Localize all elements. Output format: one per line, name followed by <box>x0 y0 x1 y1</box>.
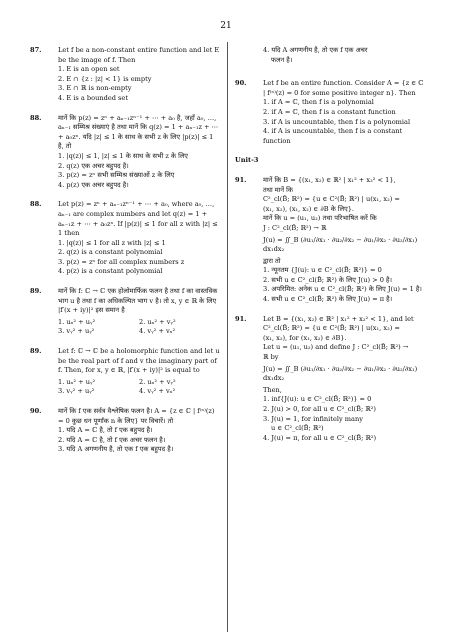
option-1: 1. if A = ℂ, then f is a polynomial <box>263 98 374 107</box>
question-88-english <box>30 200 220 277</box>
question-90-english <box>235 79 425 146</box>
stem-line: C²_cl(B̄; ℝ²) = {u ∈ C²(B̄; ℝ²) | u(x₁, x₂) = <box>263 324 400 333</box>
option-3: 3. यदि A अगणनीय है, तो एक f एक बहुपद है। <box>58 445 174 454</box>
option-2: 2. q(z) is a constant polynomial <box>58 248 163 257</box>
integral-formula: J(u) = ∬_B (∂u₁/∂x₁ · ∂u₂/∂x₂ − ∂u₁/∂x₂ · ∂u₂/∂x₁) dx₁dx₂ <box>263 235 418 254</box>
question-91-hindi <box>235 176 425 305</box>
option-4: 4. J(u) = π, for all u ∈ C²_cl(B̄; ℝ²) <box>263 433 377 442</box>
question-stem: मानें कि p(z) = zⁿ + aₙ₋₁zⁿ⁻¹ + ⋯ + a₀ है, जहाँ a₀, …, aₙ₋₁ सम्मिश्र संख्याएं है तथा मानें कि q(z) = 1 + aₙ₋₁z + ⋯ + a₀zⁿ. यदि |z| ≤ 1 के साथ के सभी z के लिए |p(z)| ≤ 1 है, तो <box>58 113 219 151</box>
stem-line: C²_cl(B̄; ℝ²) = {u ∈ C²(B̄; ℝ²) | u(x₁, x₂) = <box>263 195 400 204</box>
stem-line: द्वारा तो <box>263 256 281 265</box>
option-4: 4. p(z) is a constant polynomial <box>58 267 163 276</box>
right-column <box>235 46 425 453</box>
stem-line: Then, <box>263 385 282 394</box>
option-4: 4. सभी u ∈ C²_cl(B̄; ℝ²) के लिए J(u) = π है। <box>263 295 393 304</box>
option-2: 2. uₓ² + vᵧ² <box>139 377 176 386</box>
option-4: 4. p(z) एक अचर बहुपद है। <box>58 180 129 189</box>
option-3: 3. अपरिमित: अनेक u ∈ C²_cl(B̄; ℝ²) के लिए J(u) = 1 है। <box>263 285 422 294</box>
stem-line: Let u = (u₁, u₂) and define J : C²_cl(B̄; ℝ²) → <box>263 343 409 352</box>
stem-line: (x₁, x₂), (x₁, x₂) ∈ ∂B के लिए}. <box>263 204 355 213</box>
left-column <box>30 46 220 465</box>
integral-formula: J(u) = ∬_B (∂u₁/∂x₁ · ∂u₂/∂x₂ − ∂u₁/∂x₂ · ∂u₂/∂x₁) dx₁dx₂ <box>263 364 418 383</box>
question-number: 91. <box>235 175 247 184</box>
question-stem: मानें कि f एक सर्वत्र वैश्लेषिक फलन है। A = {z ∈ ℂ | f⁽ⁿ⁾(z) = 0 कुछ धन पूर्णांक n के लिए} पर विचारें। तो <box>58 407 215 425</box>
question-number: 91. <box>235 314 247 323</box>
option-2: 2. J(u) > 0, for all u ∈ C²_cl(B̄; ℝ²) <box>263 405 376 413</box>
option-3: 3. E ∩ ℝ is non-empty <box>58 84 132 93</box>
question-91-english <box>235 315 425 444</box>
stem-line: ℝ by <box>263 353 279 362</box>
question-90-hindi-continued <box>235 46 425 65</box>
option-2: 2. if A = ℂ, then f is a constant function <box>263 107 396 116</box>
option-1: 1. uₓ² + uᵧ² <box>58 377 96 386</box>
question-89-english <box>30 347 220 397</box>
question-stem: Let f be an entire function. Consider A = {z ∈ ℂ | f⁽ⁿ⁾(z) = 0 for some positive integer n}. Then <box>263 79 424 97</box>
question-number: 88. <box>30 200 42 209</box>
option-2: 2. यदि A = ℂ है, तो f एक अचर फलन है। <box>58 435 166 444</box>
option-4: 4. यदि A अगणनीय है, तो एक f एक अचर <box>263 46 368 54</box>
question-90-hindi <box>30 407 220 455</box>
question-89-hindi <box>30 287 220 337</box>
option-3: 3. vᵧ² + uᵧ² <box>58 327 95 336</box>
option-3: 3. J(u) = 1, for infinitely many <box>263 414 363 423</box>
stem-line: मानें कि B = {(x₁, x₂) ∈ ℝ² | x₁² + x₂² < 1}, <box>263 175 396 184</box>
question-number: 89. <box>30 287 42 296</box>
question-stem: Let p(z) = zⁿ + aₙ₋₁zⁿ⁻¹ + ⋯ + a₀, where a₀, …, aₙ₋₁ are complex numbers and let q(z) = 1 + aₙ₋₁z + ⋯ + a₀zⁿ. If |p(z)| ≤ 1 for all z with |z| ≤ 1 then <box>58 200 218 238</box>
page-number: 21 <box>220 21 232 31</box>
option-1: 1. inf{J(u): u ∈ C²_cl(B̄; ℝ²)} = 0 <box>263 395 372 404</box>
option-3-continued: u ∈ C²_cl(B̄; ℝ²) <box>271 424 324 433</box>
option-1: 1. यदि A = ℂ है, तो f एक बहुपद है। <box>58 426 153 435</box>
stem-line: मानें कि u = (u₁, u₂) तथा परिभाषित करें कि <box>263 214 377 223</box>
column-divider <box>227 42 228 632</box>
unit-heading: Unit-3 <box>235 156 259 165</box>
option-3: 3. p(z) = zⁿ सभी सम्मिश्र संख्याओं z के लिए <box>58 171 175 180</box>
option-2: 2. uₓ² + vᵧ² <box>139 317 176 326</box>
option-4-continued: फलन है। <box>271 55 293 64</box>
stem-line: J : C²_cl(B̄; ℝ²) → ℝ <box>263 223 327 232</box>
option-3: 3. vᵧ² + uᵧ² <box>58 387 95 396</box>
question-number: 87. <box>30 46 42 54</box>
option-3: 3. if A is uncountable, then f is a polynomial <box>263 117 411 126</box>
option-2: 2. q(z) एक अचर बहुपद है। <box>58 161 129 170</box>
question-stem: मानें कि f: ℂ → ℂ एक होलोमार्फिक फलन है तथा f का वास्तविक भाग u है तथा f का अधिकल्पित भाग v है। तो x, y ∈ ℝ के लिए |f′(x + iy)|² इस समान है <box>58 287 218 315</box>
option-3: 3. p(z) = zⁿ for all complex numbers z <box>58 257 185 266</box>
option-2: 2. E ∩ {z : |z| < 1} is empty <box>58 74 152 83</box>
option-1: 1. |q(z)| ≤ 1 for all z with |z| ≤ 1 <box>58 238 166 247</box>
option-1: 1. न्यूनतम {J(u): u ∈ C²_cl(B̄; ℝ²)} = 0 <box>263 266 382 275</box>
option-4: 4. E is a bounded set <box>58 93 128 102</box>
option-4: 4. vᵧ² + vₓ² <box>139 327 176 336</box>
question-88-hindi <box>30 114 220 191</box>
question-number: 90. <box>30 407 42 415</box>
stem-line: (x₁, x₂), for (x₁, x₂) ∈ ∂B}. <box>263 333 347 342</box>
question-number: 89. <box>30 347 42 356</box>
question-number: 90. <box>235 79 247 88</box>
question-stem: Let f: ℂ → ℂ be a holomorphic function and let u be the real part of f and v the imaginary part of f. Then, for x, y ∈ ℝ, |f′(x + iy)|² is equal to <box>58 347 220 375</box>
question-87 <box>30 46 220 104</box>
stem-line: तथा मानें कि <box>263 185 293 194</box>
question-stem: Let f be a non-constant entire function and let E be the image of f. Then <box>58 46 220 64</box>
option-4: 4. if A is uncountable, then f is a constant function <box>263 127 403 145</box>
option-1: 1. uₓ² + uᵧ² <box>58 317 96 326</box>
option-2: 2. सभी u ∈ C²_cl(B̄; ℝ²) के लिए J(u) > 0 है। <box>263 275 393 284</box>
option-4: 4. vᵧ² + vₓ² <box>139 387 176 396</box>
stem-line: Let B = {(x₁, x₂) ∈ ℝ² | x₁² + x₂² < 1}, and let <box>263 314 414 323</box>
option-1: 1. E is an open set <box>58 65 120 74</box>
question-number: 88. <box>30 113 42 122</box>
option-1: 1. |q(z)| ≤ 1, |z| ≤ 1 के साथ के सभी z के लिए <box>58 151 188 160</box>
